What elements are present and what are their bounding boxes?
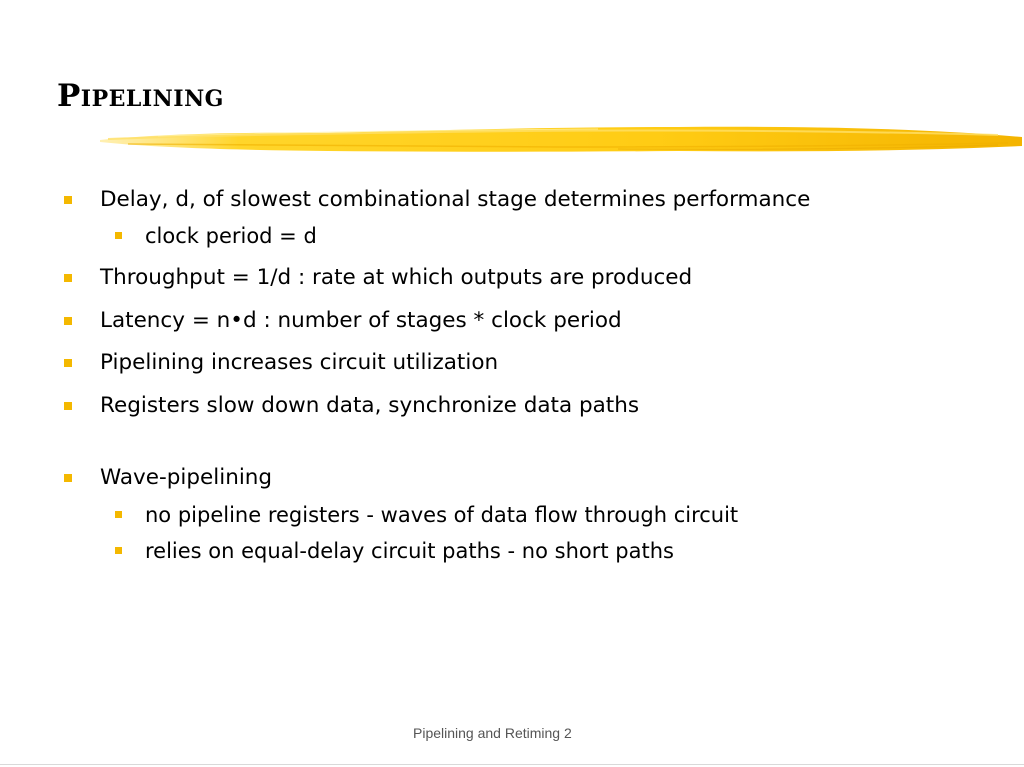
sub-bullet-text: no pipeline registers - waves of data flow through circuit [145,503,739,527]
bullet-text: Pipelining increases circuit utilization [100,350,499,375]
sub-bullet-marker [115,232,122,239]
bullet-marker [64,359,72,367]
title-underline-brushstroke [98,118,1024,160]
bullet-text: Delay, d, of slowest combinational stage determines performance [100,187,811,212]
slide-title: Pipelining [57,78,224,114]
bullet-text: Throughput = 1/d : rate at which outputs are produced [100,265,693,290]
bullet-marker [64,274,72,282]
sub-bullet-marker [115,511,122,518]
sub-bullet-text: relies on equal-delay circuit paths - no short paths [145,539,674,563]
bottom-divider [0,764,1024,765]
bullet-text: Latency = n•d : number of stages * clock period [100,308,622,333]
bullet-marker [64,196,72,204]
bullet-text: Wave-pipelining [100,465,273,490]
bullet-marker [64,317,72,325]
sub-bullet-text: clock period = d [145,224,317,248]
bullet-marker [64,402,72,410]
sub-bullet-marker [115,547,122,554]
bullet-marker [64,474,72,482]
bullet-text: Registers slow down data, synchronize data paths [100,393,640,418]
slide-footer: Pipelining and Retiming 2 [413,725,572,741]
